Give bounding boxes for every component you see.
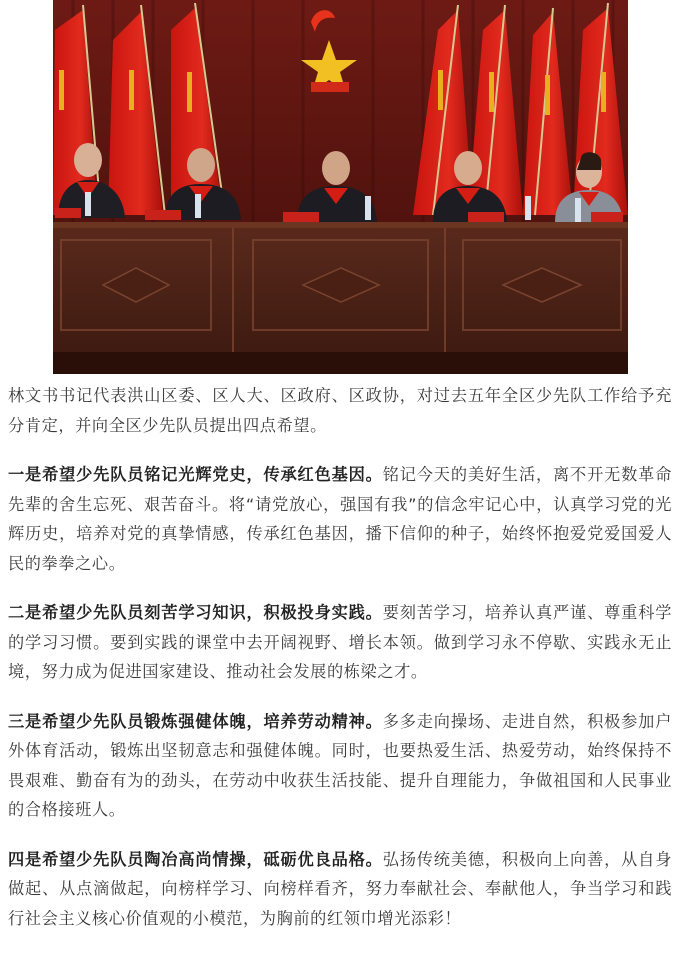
point-paragraph-2: [8, 598, 672, 687]
point-heading-2: 二是希望少先队员刻苦学习知识，积极投身实践。: [8, 603, 383, 622]
point-paragraph-1: [8, 460, 672, 578]
point-heading-4: 四是希望少先队员陶冶高尚情操，砥砺优良品格。: [8, 849, 383, 869]
article-body: [8, 381, 672, 953]
point-body-1: 铭记今天的美好生活，离不开无数革命先辈的舍生忘死、艰苦奋斗。将“请党放心，强国有我”的信念牢记心中，认真学习党的光辉历史，培养对党的真挚情感，传承红色基因，播下信仰的种子，始终怀抱爱党爱国爱人民的拳拳之心。: [8, 465, 672, 573]
intro-paragraph: [8, 381, 672, 440]
point-body-2: 要刻苦学习，培养认真严谨、尊重科学的学习习惯。要到实践的课堂中去开阔视野、增长本领。做到学习永不停歇、实践永无止境，努力成为促进国家建设、推动社会发展的栋梁之才。: [8, 603, 672, 681]
point-heading-1: 一是希望少先队员铭记光辉党史，传承红色基因。: [8, 465, 383, 484]
point-paragraph-3: [8, 707, 672, 825]
point-body-4: 弘扬传统美德，积极向上向善，从自身做起、从点滴做起，向榜样学习、向榜样看齐，努力奉献社会、奉献他人，争当学习和践行社会主义核心价值观的小模范，为胸前的红领巾增光添彩！: [8, 849, 672, 928]
meeting-photo: [53, 0, 628, 374]
point-paragraph-4: [8, 845, 672, 934]
point-heading-3: 三是希望少先队员锻炼强健体魄，培养劳动精神。: [8, 711, 383, 731]
point-body-3: 多多走向操场、走进自然，积极参加户外体育活动，锻炼出坚韧意志和强健体魄。同时，也要热爱生活、热爱劳动，始终保持不畏艰难、勤奋有为的劲头，在劳动中收获生活技能、提升自理能力，争做祖国和人民事业的合格接班人。: [8, 711, 672, 819]
intro-text: 林文书书记代表洪山区委、区人大、区政府、区政协，对过去五年全区少先队工作给予充分肯定，并向全区少先队员提出四点希望。: [8, 386, 672, 435]
